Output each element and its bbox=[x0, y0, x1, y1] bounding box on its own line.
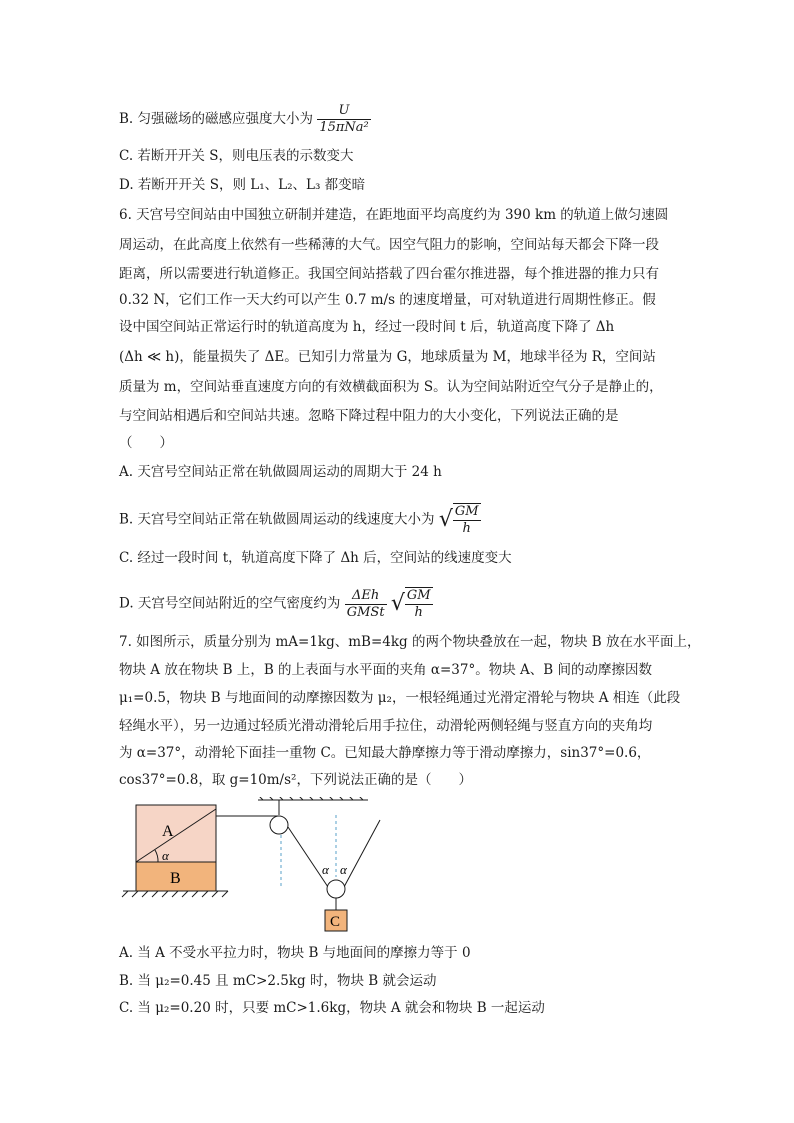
q6-stem-line-3: 距离，所以需要进行轨道修正。我国空间站搭载了四台霍尔推进器，每个推进器的推力只有 bbox=[119, 266, 659, 282]
movable-pulley bbox=[327, 880, 345, 898]
q6-option-d-sqrt: √ $\frac{GM}{h}$ bbox=[390, 588, 431, 620]
q7-stem-line-2: 物块 A 放在物块 B 上，B 的上表面与水平面的夹角 α=37°。物块 A、B 间的动摩擦因数 bbox=[119, 662, 652, 678]
q6-option-c: C. 经过一段时间 t，轨道高度下降了 Δh 后，空间站的线速度变大 bbox=[119, 550, 512, 566]
fraction-denominator: 15πNa² bbox=[319, 120, 369, 135]
q6-stem-line-7: 质量为 m，空间站垂直速度方向的有效横截面积为 S。认为空间站附近空气分子是静止的， bbox=[119, 379, 663, 395]
q5-option-b bbox=[119, 103, 371, 136]
block-a bbox=[136, 805, 216, 862]
q7-stem-line-3: μ₁=0.5，物块 B 与地面间的动摩擦因数为 μ₂，一根轻绳通过光滑定滑轮与物块 A 相连（此段 bbox=[119, 690, 681, 706]
q6-stem-line-2: 周运动，在此高度上依然有一些稀薄的大气。因空气阻力的影响，空间站每天都会下降一段 bbox=[119, 237, 659, 253]
fraction-numerator: U bbox=[317, 103, 370, 120]
q7-diagram bbox=[118, 797, 398, 937]
label-alpha-incline: α bbox=[162, 848, 169, 863]
q6-stem-line-9: （ ） bbox=[119, 435, 173, 451]
fraction-numerator: GM bbox=[406, 588, 431, 603]
ceiling-hatch bbox=[257, 797, 368, 800]
ground-hatch bbox=[122, 891, 228, 897]
q6-stem-line-4: 0.32 N，它们工作一天大约可以产生 0.7 m/s 的速度增量，可对轨道进行周期性修正。假 bbox=[119, 292, 656, 308]
q6-option-d-text: D. 天宫号空间站附近的空气密度约为 bbox=[119, 595, 341, 612]
fraction-numerator: GM bbox=[454, 504, 479, 519]
q6-stem-line-8: 与空间站相遇后和空间站共速。忽略下降过程中阻力的大小变化，下列说法正确的是 bbox=[119, 408, 619, 424]
label-b: B bbox=[170, 870, 181, 887]
label-a: A bbox=[162, 823, 174, 840]
q6-stem-line-6: (Δh ≪ h)，能量损失了 ΔE。已知引力常量为 G，地球质量为 M，地球半径为 R，空间站 bbox=[119, 349, 656, 365]
label-alpha-left: α bbox=[322, 862, 329, 877]
fraction-numerator: ΔEh bbox=[345, 588, 387, 605]
q6-option-a: A. 天宫号空间站正常在轨做圆周运动的周期大于 24 h bbox=[119, 464, 442, 480]
q6-stem-line-1: 6. 天宫号空间站由中国独立研制并建造，在距地面平均高度约为 390 km 的轨道上做匀速圆 bbox=[119, 207, 669, 223]
q6-stem-line-5: 设中国空间站正常运行时的轨道高度为 h，经过一段时间 t 后，轨道高度下降了 Δh bbox=[119, 319, 615, 335]
q6-option-d bbox=[119, 587, 433, 621]
q5-option-b-text: B. 匀强磁场的磁感应强度大小为 bbox=[119, 111, 314, 127]
q7-option-b: B. 当 μ₂=0.45 且 mC>2.5kg 时，物块 B 就会运动 bbox=[119, 973, 437, 989]
q6-option-b bbox=[119, 503, 481, 537]
q7-option-c: C. 当 μ₂=0.20 时，只要 mC>1.6kg，物块 A 就会和物块 B 一起运动 bbox=[119, 1000, 545, 1016]
q7-option-a: A. 当 A 不受水平拉力时，物块 B 与地面间的摩擦力等于 0 bbox=[119, 945, 471, 961]
q6-option-d-fraction bbox=[345, 588, 387, 621]
q7-stem-line-1: 7. 如图所示，质量分别为 mA=1kg、mB=4kg 的两个物块叠放在一起，物块 B 放在水平面上， bbox=[119, 634, 701, 650]
label-alpha-right: α bbox=[340, 862, 347, 877]
q6-option-b-sqrt: √ $\frac{GM}{h}$ bbox=[438, 504, 479, 536]
rope-left-segment bbox=[288, 827, 328, 887]
fraction-denominator: h bbox=[414, 605, 423, 620]
fixed-pulley bbox=[270, 816, 288, 834]
label-c: C bbox=[330, 914, 341, 930]
q6-option-b-text: B. 天宫号空间站正常在轨做圆周运动的线速度大小为 bbox=[119, 511, 435, 528]
q5-option-d: D. 若断开开关 S，则 L₁、L₂、L₃ 都变暗 bbox=[119, 177, 366, 193]
q5-option-c: C. 若断开开关 S，则电压表的示数变大 bbox=[119, 148, 354, 164]
q7-stem-line-5: 为 α=37°，动滑轮下面挂一重物 C。已知最大静摩擦力等于滑动摩擦力，sin37°=0.6， bbox=[119, 745, 651, 761]
q7-stem-line-6: cos37°=0.8，取 g=10m/s²，下列说法正确的是（ ） bbox=[119, 772, 472, 788]
fraction-denominator: h bbox=[462, 521, 471, 536]
fraction-denominator: GMSt bbox=[346, 604, 385, 620]
q7-stem-line-4: 轻绳水平），另一边通过轻质光滑动滑轮后用手拉住，动滑轮两侧轻绳与竖直方向的夹角均 bbox=[119, 718, 653, 734]
q5-option-b-fraction bbox=[317, 103, 370, 136]
rope-right-segment bbox=[344, 820, 380, 887]
